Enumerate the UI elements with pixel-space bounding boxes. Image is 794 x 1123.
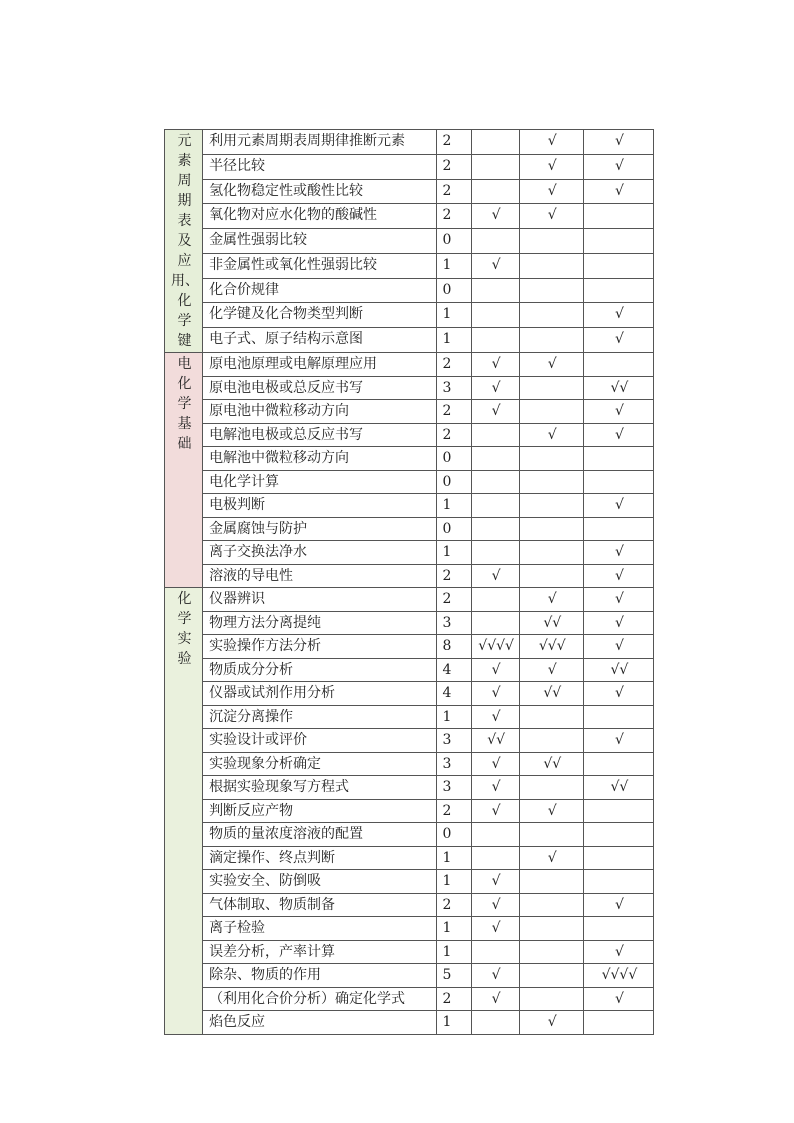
mark-cell-3: √ xyxy=(583,729,653,753)
category-label-char: 电 xyxy=(177,356,192,372)
topic-cell: 焰色反应 xyxy=(203,1011,436,1035)
mark-cell-2: √√ xyxy=(519,682,583,706)
count-cell: 5 xyxy=(436,964,471,988)
mark-cell-3: √ xyxy=(583,423,653,447)
mark-cell-3: √√ xyxy=(583,376,653,400)
table-row xyxy=(165,705,654,729)
count-cell: 8 xyxy=(436,635,471,659)
mark-cell-3: √ xyxy=(583,635,653,659)
statistics-table xyxy=(164,129,654,1035)
mark-cell-2: √ xyxy=(519,130,583,155)
mark-cell-1: √ xyxy=(471,376,519,400)
mark-cell-3 xyxy=(583,253,653,278)
mark-cell-3: √ xyxy=(583,154,653,179)
mark-cell-2: √ xyxy=(519,179,583,204)
topic-cell: （利用化合价分析）确定化学式 xyxy=(203,987,436,1011)
category-cell xyxy=(165,130,203,353)
table-row xyxy=(165,517,654,541)
count-cell: 2 xyxy=(436,154,471,179)
mark-cell-2: √√ xyxy=(519,611,583,635)
category-label-char: 学 xyxy=(177,313,192,329)
mark-cell-2 xyxy=(519,870,583,894)
category-label-char: 化 xyxy=(177,293,192,309)
category-label-char: 学 xyxy=(177,611,192,627)
table-row xyxy=(165,253,654,278)
topic-cell: 物理方法分离提纯 xyxy=(203,611,436,635)
mark-cell-2 xyxy=(519,987,583,1011)
count-cell: 1 xyxy=(436,328,471,353)
category-label-char: 化 xyxy=(177,591,192,607)
category-label-char: 周 xyxy=(177,173,192,189)
table-row xyxy=(165,328,654,353)
topic-cell: 仪器辨识 xyxy=(203,588,436,612)
mark-cell-3 xyxy=(583,229,653,254)
topic-cell: 溶液的导电性 xyxy=(203,564,436,588)
mark-cell-2: √ xyxy=(519,799,583,823)
count-cell: 1 xyxy=(436,1011,471,1035)
count-cell: 1 xyxy=(436,494,471,518)
category-label-char: 元 xyxy=(177,133,192,149)
mark-cell-2 xyxy=(519,303,583,328)
mark-cell-1 xyxy=(471,494,519,518)
mark-cell-3: √ xyxy=(583,494,653,518)
category-label-char: 素 xyxy=(177,153,192,169)
table-row xyxy=(165,353,654,377)
mark-cell-2: √ xyxy=(519,1011,583,1035)
mark-cell-1 xyxy=(471,303,519,328)
table-row xyxy=(165,917,654,941)
mark-cell-3: √ xyxy=(583,303,653,328)
count-cell: 3 xyxy=(436,776,471,800)
mark-cell-2 xyxy=(519,447,583,471)
count-cell: 3 xyxy=(436,729,471,753)
mark-cell-3 xyxy=(583,517,653,541)
topic-cell: 离子检验 xyxy=(203,917,436,941)
count-cell: 2 xyxy=(436,179,471,204)
mark-cell-2: √ xyxy=(519,658,583,682)
mark-cell-1: √ xyxy=(471,870,519,894)
mark-cell-1: √ xyxy=(471,752,519,776)
topic-cell: 滴定操作、终点判断 xyxy=(203,846,436,870)
topic-cell: 化学键及化合物类型判断 xyxy=(203,303,436,328)
topic-cell: 实验操作方法分析 xyxy=(203,635,436,659)
mark-cell-2 xyxy=(519,940,583,964)
topic-cell: 非金属性或氧化性强弱比较 xyxy=(203,253,436,278)
count-cell: 1 xyxy=(436,303,471,328)
category-cell xyxy=(165,588,203,1035)
table-row xyxy=(165,278,654,303)
mark-cell-1 xyxy=(471,179,519,204)
category-label-char: 基 xyxy=(177,416,192,432)
table-row xyxy=(165,204,654,229)
topic-cell: 误差分析，产率计算 xyxy=(203,940,436,964)
mark-cell-2 xyxy=(519,400,583,424)
table-row xyxy=(165,799,654,823)
topic-cell: 电化学计算 xyxy=(203,470,436,494)
topic-cell: 判断反应产物 xyxy=(203,799,436,823)
topic-cell: 原电池原理或电解原理应用 xyxy=(203,353,436,377)
mark-cell-3 xyxy=(583,799,653,823)
mark-cell-3 xyxy=(583,870,653,894)
count-cell: 2 xyxy=(436,353,471,377)
count-cell: 2 xyxy=(436,588,471,612)
mark-cell-3 xyxy=(583,353,653,377)
mark-cell-1 xyxy=(471,447,519,471)
table-row xyxy=(165,376,654,400)
mark-cell-1: √ xyxy=(471,658,519,682)
topic-cell: 化合价规律 xyxy=(203,278,436,303)
mark-cell-3: √ xyxy=(583,682,653,706)
count-cell: 1 xyxy=(436,705,471,729)
mark-cell-1 xyxy=(471,588,519,612)
count-cell: 1 xyxy=(436,541,471,565)
topic-cell: 气体制取、物质制备 xyxy=(203,893,436,917)
category-label-char: 及 xyxy=(177,233,192,249)
table-row xyxy=(165,130,654,155)
mark-cell-1 xyxy=(471,846,519,870)
mark-cell-2 xyxy=(519,964,583,988)
mark-cell-3: √√ xyxy=(583,658,653,682)
table-row xyxy=(165,541,654,565)
mark-cell-2 xyxy=(519,517,583,541)
count-cell: 1 xyxy=(436,846,471,870)
mark-cell-2 xyxy=(519,328,583,353)
topic-cell: 电子式、原子结构示意图 xyxy=(203,328,436,353)
mark-cell-1 xyxy=(471,154,519,179)
table-row xyxy=(165,154,654,179)
table-row xyxy=(165,893,654,917)
mark-cell-1: √ xyxy=(471,682,519,706)
table-row xyxy=(165,588,654,612)
count-cell: 2 xyxy=(436,423,471,447)
count-cell: 2 xyxy=(436,564,471,588)
table-row xyxy=(165,964,654,988)
table-row xyxy=(165,682,654,706)
table-row xyxy=(165,564,654,588)
mark-cell-1: √ xyxy=(471,917,519,941)
mark-cell-1: √ xyxy=(471,705,519,729)
topic-cell: 实验现象分析确定 xyxy=(203,752,436,776)
mark-cell-3 xyxy=(583,204,653,229)
category-label-char: 用、 xyxy=(171,273,199,289)
mark-cell-2 xyxy=(519,917,583,941)
count-cell: 1 xyxy=(436,253,471,278)
table-row xyxy=(165,635,654,659)
table-row xyxy=(165,400,654,424)
mark-cell-1 xyxy=(471,541,519,565)
mark-cell-1: √ xyxy=(471,964,519,988)
mark-cell-2: √ xyxy=(519,353,583,377)
count-cell: 2 xyxy=(436,130,471,155)
mark-cell-1 xyxy=(471,278,519,303)
mark-cell-3 xyxy=(583,705,653,729)
mark-cell-3 xyxy=(583,1011,653,1035)
mark-cell-3: √ xyxy=(583,611,653,635)
mark-cell-1: √ xyxy=(471,353,519,377)
topic-cell: 电解池中微粒移动方向 xyxy=(203,447,436,471)
category-label-char: 化 xyxy=(177,376,192,392)
mark-cell-3: √ xyxy=(583,588,653,612)
topic-cell: 沉淀分离操作 xyxy=(203,705,436,729)
table-row xyxy=(165,303,654,328)
count-cell: 1 xyxy=(436,940,471,964)
mark-cell-3: √ xyxy=(583,893,653,917)
table-row xyxy=(165,987,654,1011)
table-row xyxy=(165,470,654,494)
mark-cell-3 xyxy=(583,447,653,471)
mark-cell-3: √√√√ xyxy=(583,964,653,988)
mark-cell-1: √ xyxy=(471,564,519,588)
table-row xyxy=(165,823,654,847)
mark-cell-2 xyxy=(519,376,583,400)
mark-cell-2 xyxy=(519,253,583,278)
table-row xyxy=(165,611,654,635)
mark-cell-1 xyxy=(471,423,519,447)
mark-cell-2 xyxy=(519,705,583,729)
count-cell: 0 xyxy=(436,229,471,254)
topic-cell: 实验设计或评价 xyxy=(203,729,436,753)
table-body xyxy=(165,130,654,1035)
mark-cell-2: √ xyxy=(519,154,583,179)
mark-cell-1: √ xyxy=(471,987,519,1011)
count-cell: 2 xyxy=(436,400,471,424)
count-cell: 1 xyxy=(436,917,471,941)
mark-cell-2: √ xyxy=(519,588,583,612)
table-row xyxy=(165,494,654,518)
topic-cell: 氧化物对应水化物的酸碱性 xyxy=(203,204,436,229)
table-row xyxy=(165,447,654,471)
mark-cell-3: √ xyxy=(583,179,653,204)
topic-cell: 物质的量浓度溶液的配置 xyxy=(203,823,436,847)
table-row xyxy=(165,423,654,447)
mark-cell-3: √ xyxy=(583,130,653,155)
topic-cell: 氢化物稳定性或酸性比较 xyxy=(203,179,436,204)
mark-cell-2 xyxy=(519,776,583,800)
count-cell: 1 xyxy=(436,870,471,894)
mark-cell-1: √ xyxy=(471,253,519,278)
mark-cell-1 xyxy=(471,611,519,635)
mark-cell-2 xyxy=(519,729,583,753)
category-label-char: 期 xyxy=(177,193,192,209)
mark-cell-3 xyxy=(583,917,653,941)
count-cell: 4 xyxy=(436,682,471,706)
mark-cell-1: √ xyxy=(471,400,519,424)
topic-cell: 根据实验现象写方程式 xyxy=(203,776,436,800)
mark-cell-1 xyxy=(471,823,519,847)
category-label-char: 键 xyxy=(177,333,192,349)
mark-cell-2 xyxy=(519,823,583,847)
table-row xyxy=(165,229,654,254)
mark-cell-3 xyxy=(583,752,653,776)
topic-cell: 仪器或试剂作用分析 xyxy=(203,682,436,706)
count-cell: 3 xyxy=(436,752,471,776)
category-label-char: 实 xyxy=(177,631,192,647)
category-label-char: 应 xyxy=(177,253,192,269)
mark-cell-3 xyxy=(583,278,653,303)
mark-cell-2 xyxy=(519,229,583,254)
count-cell: 2 xyxy=(436,987,471,1011)
mark-cell-1 xyxy=(471,229,519,254)
count-cell: 3 xyxy=(436,611,471,635)
mark-cell-2 xyxy=(519,541,583,565)
mark-cell-2 xyxy=(519,470,583,494)
mark-cell-3: √ xyxy=(583,987,653,1011)
mark-cell-1 xyxy=(471,517,519,541)
table-row xyxy=(165,179,654,204)
mark-cell-2: √ xyxy=(519,423,583,447)
count-cell: 3 xyxy=(436,376,471,400)
mark-cell-3 xyxy=(583,823,653,847)
mark-cell-1 xyxy=(471,328,519,353)
topic-cell: 电极判断 xyxy=(203,494,436,518)
mark-cell-2 xyxy=(519,494,583,518)
mark-cell-2 xyxy=(519,278,583,303)
mark-cell-2 xyxy=(519,893,583,917)
mark-cell-3: √ xyxy=(583,328,653,353)
mark-cell-2: √√ xyxy=(519,752,583,776)
count-cell: 4 xyxy=(436,658,471,682)
topic-cell: 半径比较 xyxy=(203,154,436,179)
table-row xyxy=(165,846,654,870)
table-row xyxy=(165,752,654,776)
mark-cell-3: √ xyxy=(583,541,653,565)
table-row xyxy=(165,870,654,894)
topic-cell: 金属性强弱比较 xyxy=(203,229,436,254)
topic-cell: 金属腐蚀与防护 xyxy=(203,517,436,541)
mark-cell-3 xyxy=(583,846,653,870)
mark-cell-1: √√ xyxy=(471,729,519,753)
category-label-char: 学 xyxy=(177,396,192,412)
topic-cell: 原电池电极或总反应书写 xyxy=(203,376,436,400)
topic-cell: 利用元素周期表周期律推断元素 xyxy=(203,130,436,155)
mark-cell-3: √ xyxy=(583,400,653,424)
mark-cell-1: √ xyxy=(471,893,519,917)
mark-cell-3: √ xyxy=(583,564,653,588)
category-cell xyxy=(165,353,203,588)
mark-cell-1 xyxy=(471,470,519,494)
count-cell: 0 xyxy=(436,823,471,847)
mark-cell-3: √√ xyxy=(583,776,653,800)
mark-cell-2: √√√ xyxy=(519,635,583,659)
table-row xyxy=(165,729,654,753)
table-row xyxy=(165,658,654,682)
count-cell: 0 xyxy=(436,470,471,494)
mark-cell-3 xyxy=(583,470,653,494)
mark-cell-1: √ xyxy=(471,799,519,823)
mark-cell-2 xyxy=(519,564,583,588)
category-label-char: 础 xyxy=(177,436,192,452)
count-cell: 2 xyxy=(436,799,471,823)
topic-cell: 物质成分分析 xyxy=(203,658,436,682)
count-cell: 0 xyxy=(436,517,471,541)
table-row xyxy=(165,940,654,964)
mark-cell-1 xyxy=(471,940,519,964)
topic-cell: 电解池电极或总反应书写 xyxy=(203,423,436,447)
category-label-char: 表 xyxy=(177,213,192,229)
mark-cell-2: √ xyxy=(519,204,583,229)
topic-cell: 离子交换法净水 xyxy=(203,541,436,565)
count-cell: 0 xyxy=(436,278,471,303)
mark-cell-3: √ xyxy=(583,940,653,964)
mark-cell-1 xyxy=(471,130,519,155)
topic-cell: 除杂、物质的作用 xyxy=(203,964,436,988)
count-cell: 0 xyxy=(436,447,471,471)
mark-cell-2: √ xyxy=(519,846,583,870)
category-label-char: 验 xyxy=(177,651,192,667)
count-cell: 2 xyxy=(436,204,471,229)
topic-cell: 原电池中微粒移动方向 xyxy=(203,400,436,424)
mark-cell-1: √√√√ xyxy=(471,635,519,659)
table-row xyxy=(165,1011,654,1035)
topic-cell: 实验安全、防倒吸 xyxy=(203,870,436,894)
mark-cell-1: √ xyxy=(471,204,519,229)
count-cell: 2 xyxy=(436,893,471,917)
mark-cell-1: √ xyxy=(471,776,519,800)
mark-cell-1 xyxy=(471,1011,519,1035)
table-row xyxy=(165,776,654,800)
